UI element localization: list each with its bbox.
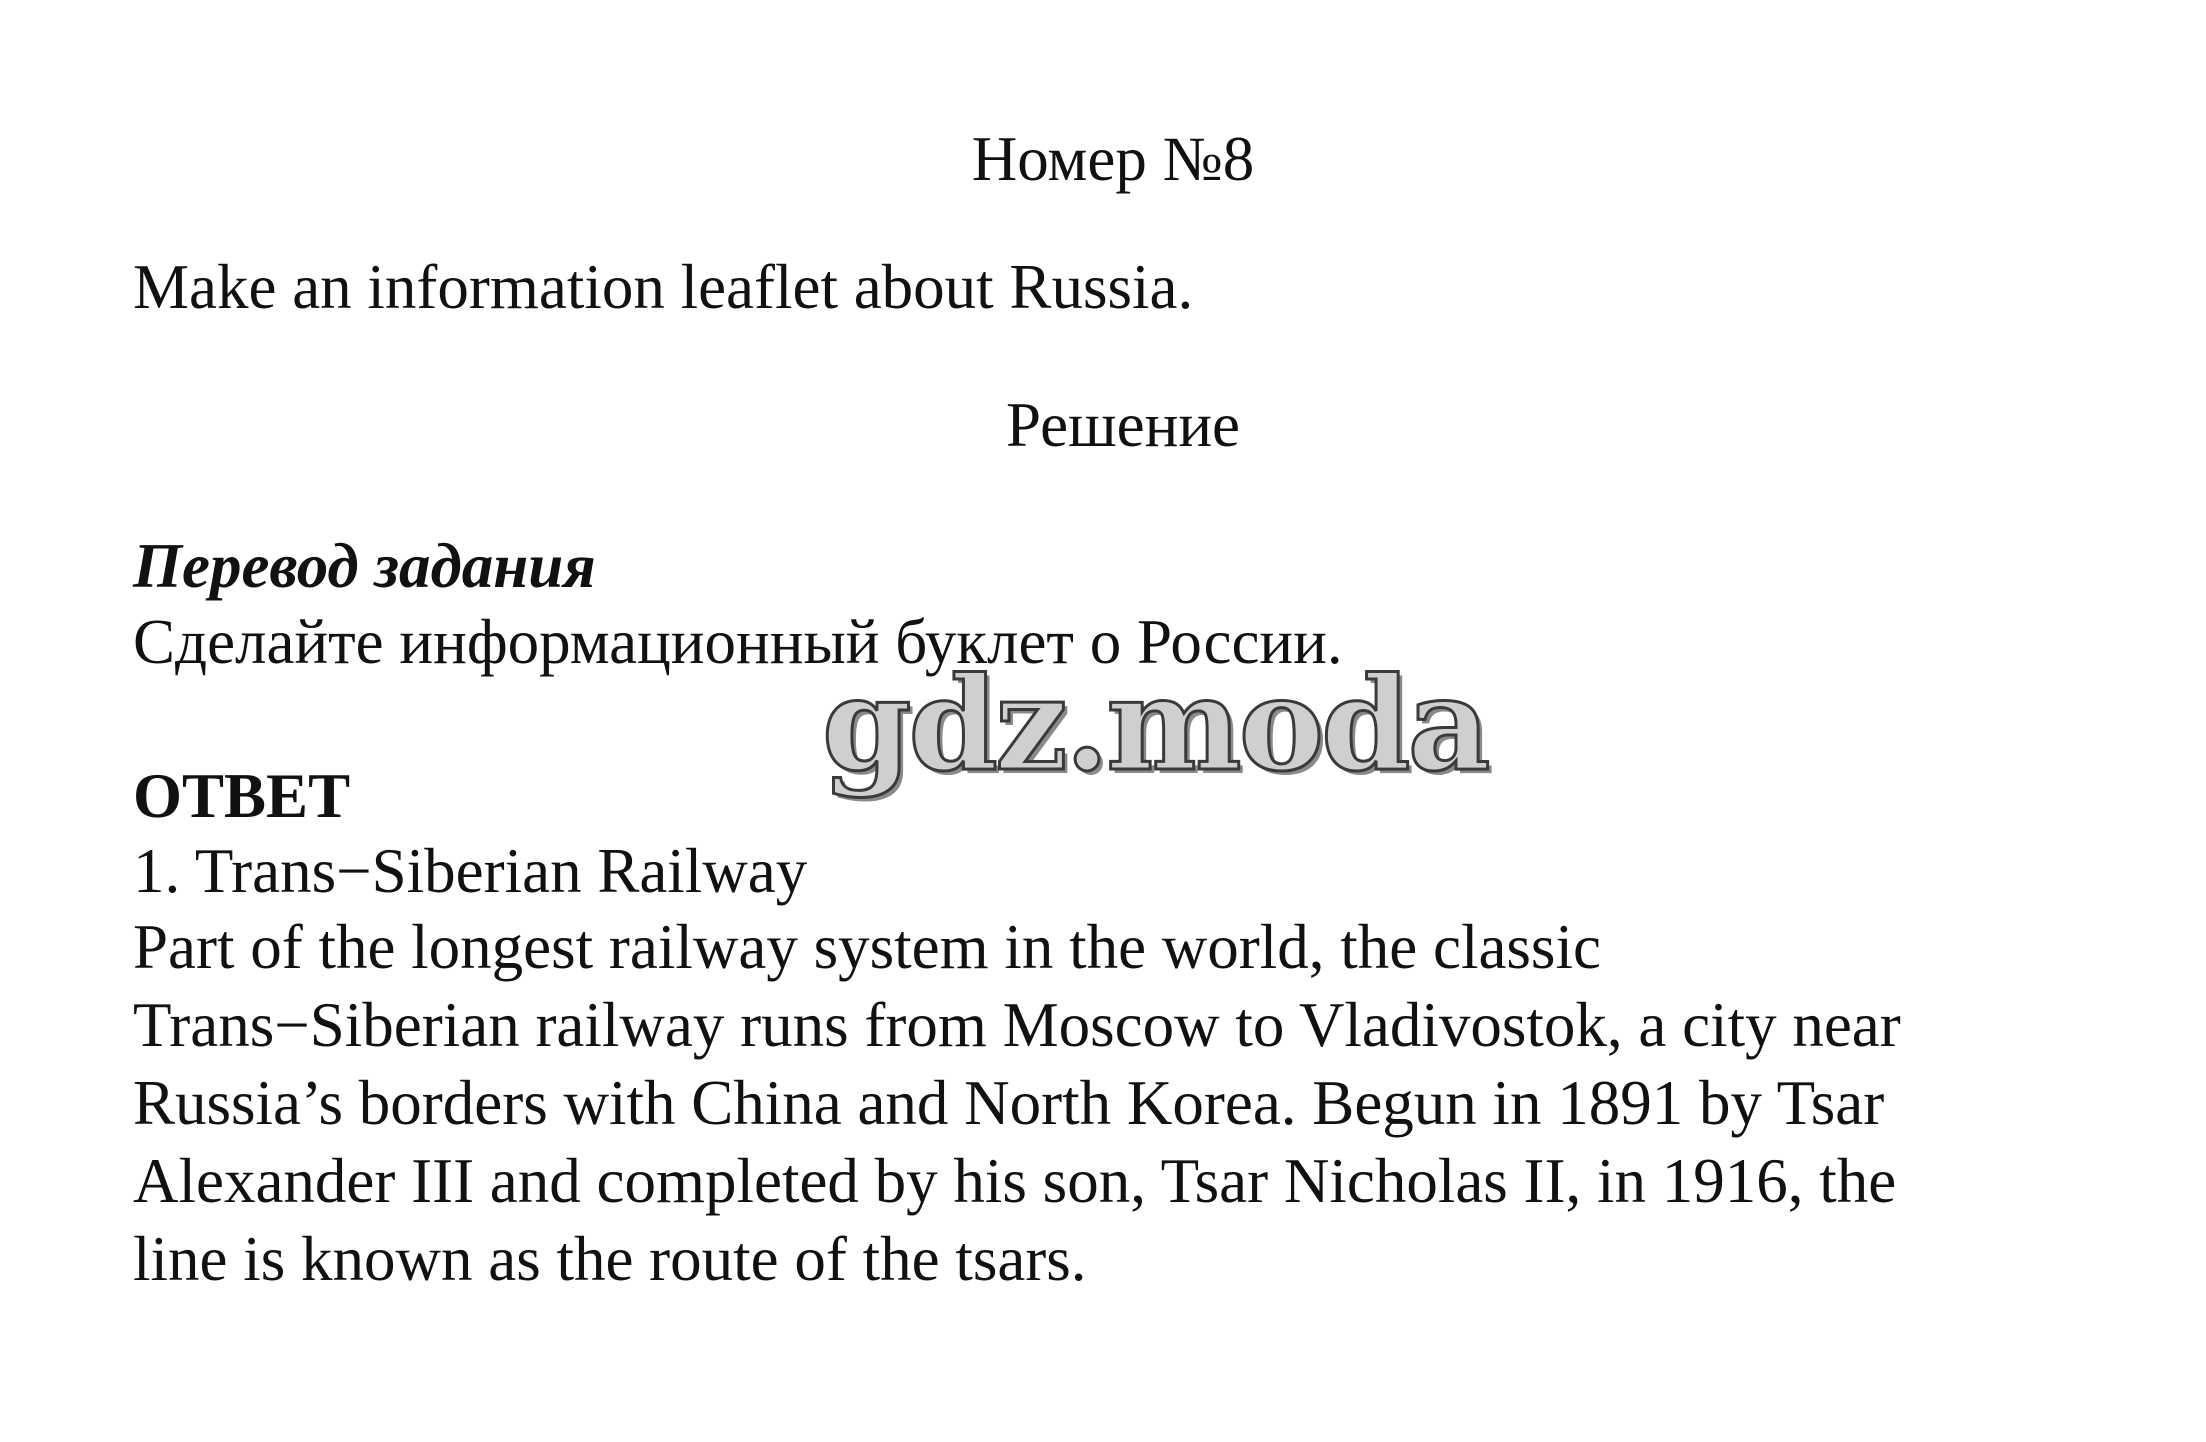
translation-text: Сделайте информационный буклет о России. bbox=[133, 607, 1343, 677]
answer-paragraph-line: Part of the longest railway system in the world, the classic bbox=[133, 912, 1601, 982]
answer-item-title: 1. Trans−Siberian Railway bbox=[133, 836, 808, 906]
answer-paragraph-line: Russia’s borders with China and North Korea. Begun in 1891 by Tsar bbox=[133, 1068, 1885, 1138]
solution-heading: Решение bbox=[1005, 390, 1241, 460]
answer-paragraph-line: Trans−Siberian railway runs from Moscow to Vladivostok, a city near bbox=[133, 990, 1901, 1060]
task-number-heading: Номер №8 bbox=[971, 124, 1255, 194]
answer-paragraph bbox=[133, 908, 2113, 1298]
task-text: Make an information leaflet about Russia. bbox=[133, 252, 1194, 322]
answer-heading: ОТВЕТ bbox=[133, 761, 351, 831]
answer-paragraph-line: Alexander III and completed by his son, Tsar Nicholas II, in 1916, the bbox=[133, 1146, 1897, 1216]
watermark-logo: gdz.moda bbox=[822, 650, 1488, 800]
answer-paragraph-line: line is known as the route of the tsars. bbox=[133, 1224, 1087, 1294]
translation-heading: Перевод задания bbox=[133, 531, 596, 601]
